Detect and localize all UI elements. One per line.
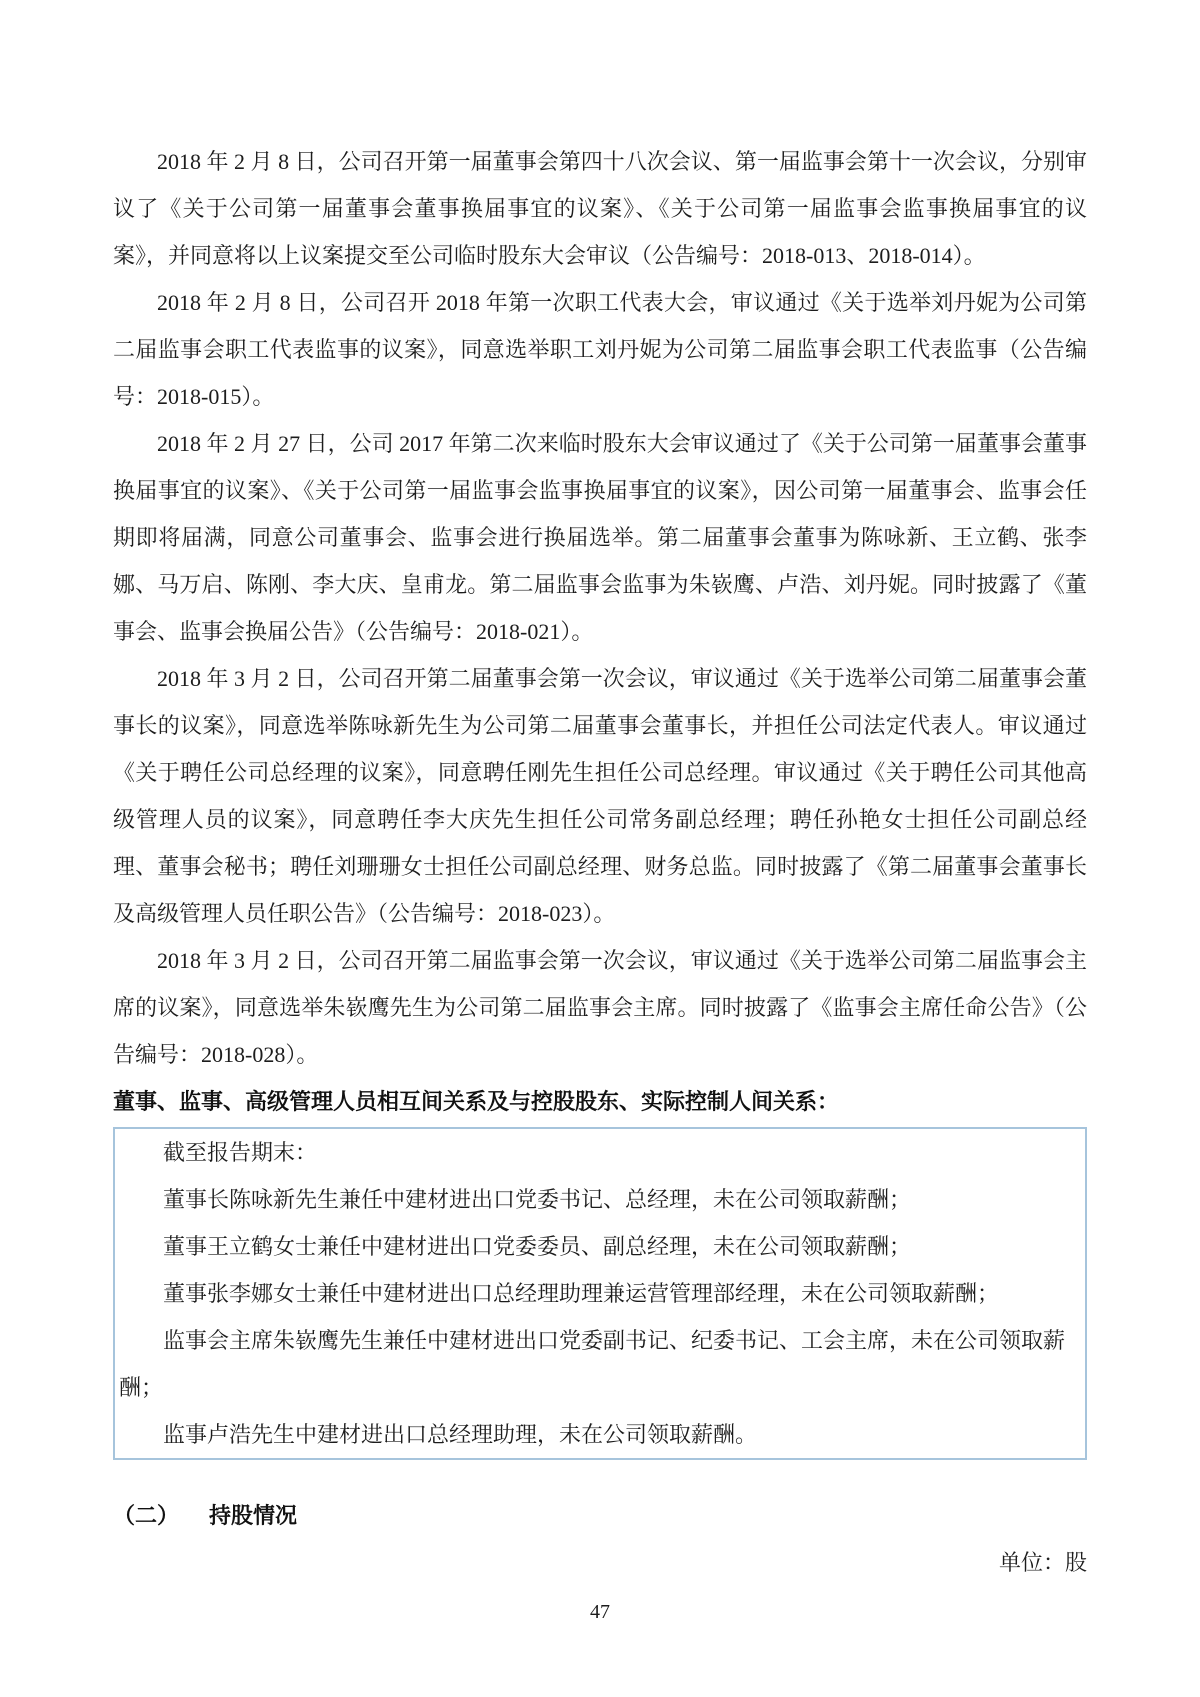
page-number: 47 bbox=[590, 1601, 610, 1623]
body-paragraph: 2018 年 2 月 27 日，公司 2017 年第二次来临时股东大会审议通过了《关于公司第一届董事会董事换届事宜的议案》、《关于公司第一届监事会监事换届事宜的议案》，因公司第一届董事会、监事会任期即将届满，同意公司董事会、监事会进行换届选举。第二届董事会董事为陈咏新、王立鹤、张李娜、马万启、陈刚、李大庆、皇甫龙。第二届监事会监事为朱嵚鹰、卢浩、刘丹妮。同时披露了《董事会、监事会换届公告》（公告编号：2018-021）。 bbox=[113, 431, 1087, 644]
body-paragraph: 2018 年 3 月 2 日，公司召开第二届董事会第一次会议，审议通过《关于选举公司第二届董事会董事长的议案》，同意选举陈咏新先生为公司第二届董事会董事长，并担任公司法定代表人。审议通过《关于聘任公司总经理的议案》，同意聘任刚先生担任公司总经理。审议通过《关于聘任公司其他高级管理人员的议案》，同意聘任李大庆先生担任公司常务副总经理；聘任孙艳女士担任公司副总经理、董事会秘书；聘任刘珊珊女士担任公司副总经理、财务总监。同时披露了《第二届董事会董事长及高级管理人员任职公告》（公告编号：2018-023）。 bbox=[113, 666, 1087, 926]
body-paragraph: 2018 年 3 月 2 日，公司召开第二届监事会第一次会议，审议通过《关于选举公司第二届监事会主席的议案》，同意选举朱嵚鹰先生为公司第二届监事会主席。同时披露了《监事会主席任命公告》（公告编号：2018-028）。 bbox=[113, 948, 1087, 1067]
unit-note: 单位：股 bbox=[998, 1550, 1087, 1575]
section-heading bbox=[113, 1492, 1087, 1539]
section-title: 持股情况 bbox=[209, 1503, 298, 1528]
body-paragraph: 2018 年 2 月 8 日，公司召开 2018 年第一次职工代表大会，审议通过《关于选举刘丹妮为公司第二届监事会职工代表监事的议案》，同意选举职工刘丹妮为公司第二届监事会职工代表监事（公告编号：2018-015）。 bbox=[113, 290, 1087, 409]
box-line: 监事会主席朱嵚鹰先生兼任中建材进出口党委副书记、纪委书记、工会主席，未在公司领取薪酬； bbox=[119, 1328, 1066, 1400]
box-line: 监事卢浩先生中建材进出口总经理助理，未在公司领取薪酬。 bbox=[163, 1422, 758, 1447]
box-line: 董事张李娜女士兼任中建材进出口总经理助理兼运营管理部经理，未在公司领取薪酬； bbox=[163, 1281, 1000, 1306]
box-line: 董事长陈咏新先生兼任中建材进出口党委书记、总经理，未在公司领取薪酬； bbox=[163, 1187, 912, 1212]
relations-heading: 董事、监事、高级管理人员相互间关系及与控股股东、实际控制人间关系： bbox=[113, 1089, 840, 1114]
box-line: 截至报告期末： bbox=[163, 1140, 318, 1165]
body-paragraph: 2018 年 2 月 8 日，公司召开第一届董事会第四十八次会议、第一届监事会第十一次会议，分别审议了《关于公司第一届董事会董事换届事宜的议案》、《关于公司第一届监事会监事换届事宜的议案》，并同意将以上议案提交至公司临时股东大会审议（公告编号：2018-013、2018-014）。 bbox=[113, 149, 1087, 268]
relations-box bbox=[113, 1127, 1087, 1460]
section-label: （二） bbox=[113, 1503, 180, 1528]
box-line: 董事王立鹤女士兼任中建材进出口党委委员、副总经理，未在公司领取薪酬； bbox=[163, 1234, 912, 1259]
